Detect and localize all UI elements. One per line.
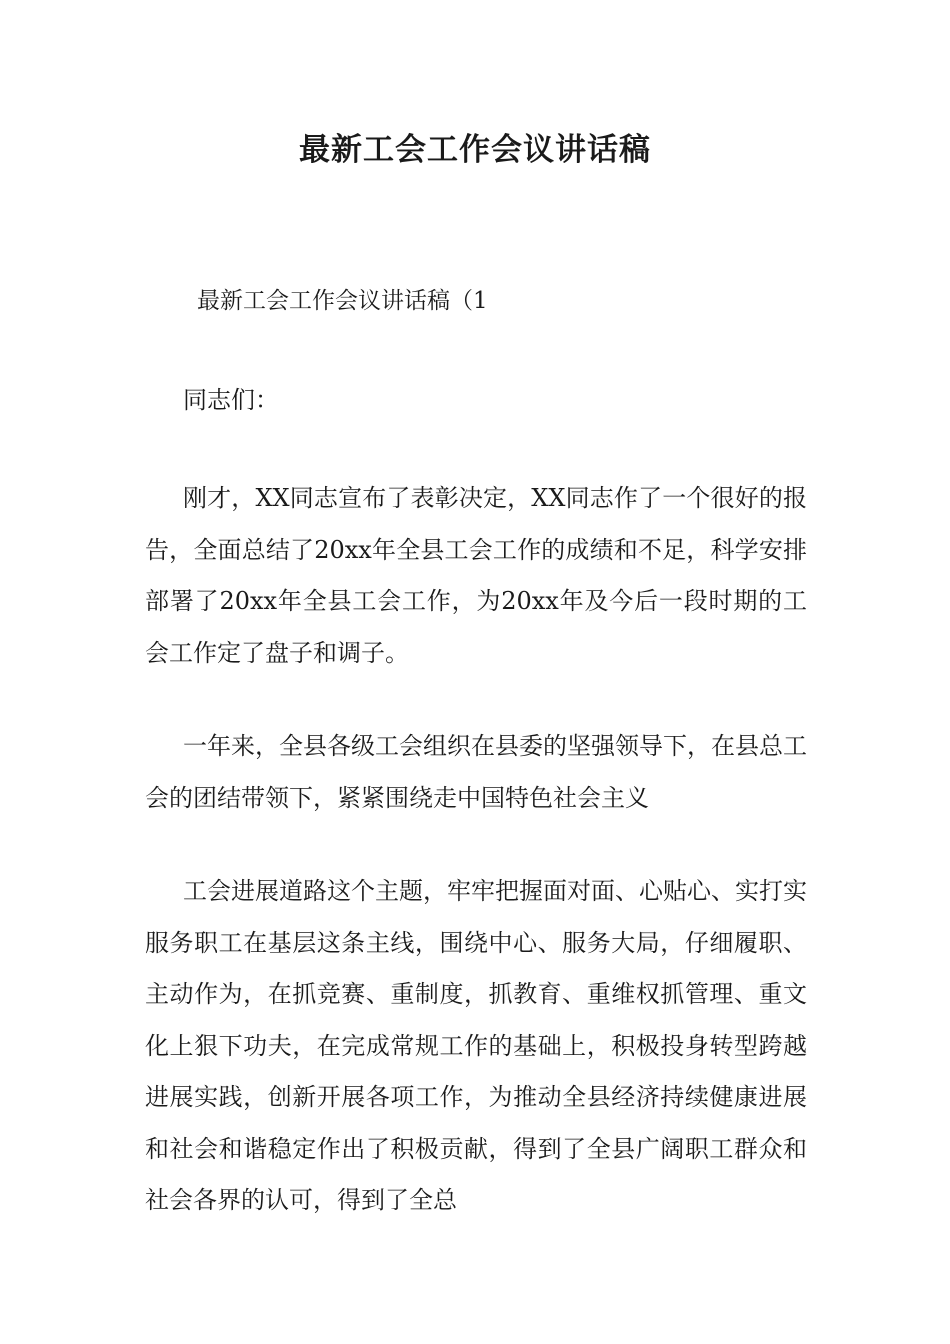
paragraph-2: 一年来，全县各级工会组织在县委的坚强领导下，在县总工会的团结带领下，紧紧围绕走中国特色社会主义 [145, 732, 807, 812]
paragraph-3: 工会进展道路这个主题，牢牢把握面对面、心贴心、实打实服务职工在基层这条主线，围绕中心、服务大局，仔细履职、主动作为，在抓竞赛、重制度，抓教育、重维权抓管理、重文化上狠下功夫，在完成常规工作的基础上，积极投身转型跨越进展实践，创新开展各项工作，为推动全县经济持续健康进展和社会和谐稳定作出了积极贡献，得到了全县广阔职工群众和社会各界的认可，得到了全总 [145, 877, 807, 1214]
document-subtitle: 最新工会工作会议讲话稿（1 [197, 288, 488, 314]
paragraph-1: 刚才，XX同志宣布了表彰决定，XX同志作了一个很好的报告，全面总结了20xx年全县工会工作的成绩和不足，科学安排部署了20xx年全县工会工作，为20xx年及今后一段时期的工会工作定了盘子和调子。 [145, 484, 807, 667]
greeting: 同志们： [183, 386, 279, 414]
document-title: 最新工会工作会议讲话稿 [299, 132, 651, 168]
